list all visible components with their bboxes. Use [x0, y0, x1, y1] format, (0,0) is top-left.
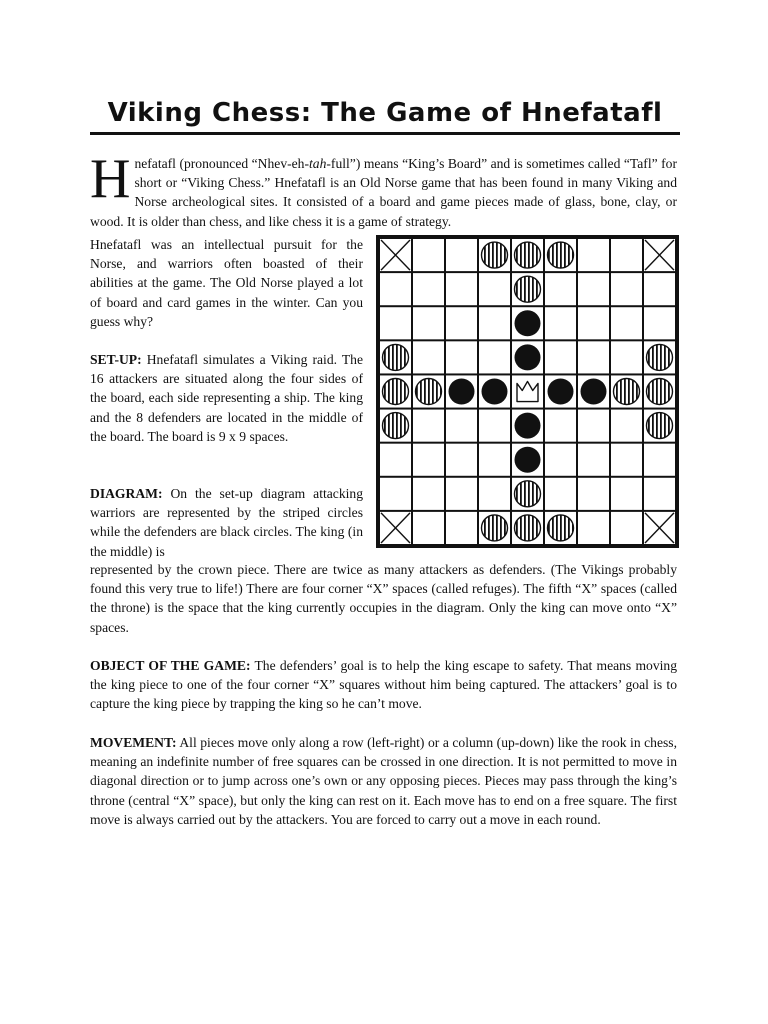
attacker-piece: [515, 276, 541, 302]
board-square: [545, 273, 576, 305]
board-square: [644, 307, 675, 339]
board-square: [446, 273, 477, 305]
attacker-piece: [515, 481, 541, 507]
board-square: [611, 410, 642, 442]
movement-text: All pieces move only along a row (left-right) or a column (up-down) like the rook in chess, meaning an indefinite number of free squares can be crossed in one direction. It is not permitted to move in diagonal direction or to jump across one’s own or any opposing pieces. Pieces may pass through the king’s throne (central “X” space), but only the king can rest on it. Each move has to end on a free square. The first move is always carried out by the attackers. You are forced to carry out a move in each round.: [90, 735, 677, 827]
board-square: [545, 341, 576, 373]
board-square: [578, 239, 609, 271]
diagram-paragraph-b: represented by the crown piece. There are twice as many attackers as defenders. (The Vikings probably found this very true to life!) There are four corner “X” spaces (called refuges). The fifth “X” spaces (called the throne) is the space that the king currently occupies in the diagram. Only the king can move onto “X” spaces.: [90, 562, 677, 635]
intro-text-2: -full”) means “King’s Board” and is sometimes called “Tafl” for short or “Viking Chess.” Hnefatafl is an Old Norse game that has been found in many Viking and Norse archeological sites. It consisted of a board and game pieces made of glass, bone, clay, or wood. It is older than chess, and like chess it is a game of strategy.: [90, 156, 677, 229]
board-square: [479, 273, 510, 305]
hnefatafl-board-diagram: [376, 235, 679, 548]
board-square: [380, 273, 411, 305]
attacker-piece: [647, 344, 673, 370]
attacker-piece: [482, 242, 508, 268]
attacker-piece: [515, 515, 541, 541]
board-square: [578, 273, 609, 305]
movement-paragraph: [90, 733, 677, 829]
object-text: The defenders’ goal is to help the king escape to safety. That means moving the king piece to one of the four corner “X” squares without him being captured. The attackers’ goal is to capture the king piece by trapping the king so he can’t move.: [90, 658, 677, 712]
board-square: [413, 239, 444, 271]
attacker-piece: [383, 413, 409, 439]
board-square: [380, 478, 411, 510]
board-square: [644, 444, 675, 476]
page-title: Viking Chess: The Game of Hnefatafl: [107, 98, 663, 128]
board-square: [380, 307, 411, 339]
defender-piece: [581, 379, 607, 405]
defender-piece: [449, 379, 475, 405]
drop-cap: H: [90, 148, 131, 210]
defender-piece: [548, 379, 574, 405]
board-square: [578, 307, 609, 339]
board-square: [446, 478, 477, 510]
board-square: [380, 444, 411, 476]
board-square: [479, 444, 510, 476]
board-square: [578, 512, 609, 544]
board-square: [545, 307, 576, 339]
board-square: [644, 478, 675, 510]
board-square: [413, 512, 444, 544]
attacker-piece: [548, 242, 574, 268]
attacker-piece: [548, 515, 574, 541]
defender-piece: [515, 310, 541, 336]
board-square: [611, 512, 642, 544]
board-square: [413, 444, 444, 476]
board-square: [479, 341, 510, 373]
defender-piece: [515, 413, 541, 439]
board-square: [611, 341, 642, 373]
attacker-piece: [416, 379, 442, 405]
setup-heading: SET-UP:: [90, 352, 142, 367]
diagram-text-a: On the set-up diagram attacking warriors are represented by the striped circles while the defenders are black circles. The king (in the middle) is: [90, 486, 363, 559]
board-square: [413, 478, 444, 510]
setup-text: Hnefatafl simulates a Viking raid. The 16 attackers are situated along the four sides of the board, each side representing a ship. The king and the 8 defenders are located in the middle of the board. The board is 9 x 9 spaces.: [90, 352, 363, 444]
attacker-piece: [383, 379, 409, 405]
board-square: [611, 478, 642, 510]
defender-piece: [515, 447, 541, 473]
board-square: [479, 410, 510, 442]
board-square: [545, 410, 576, 442]
board-square: [644, 273, 675, 305]
board-square: [611, 239, 642, 271]
board-square: [446, 512, 477, 544]
attacker-piece: [614, 379, 640, 405]
intro-emphasis: tah: [309, 156, 327, 171]
board-square: [479, 478, 510, 510]
pursuit-paragraph: Hnefatafl was an intellectual pursuit for the Norse, and warriors often boasted of their abilities at the game. The Old Norse played a lot of board and card games in the winter. Can you guess why?: [90, 237, 363, 329]
diagram-heading: DIAGRAM:: [90, 486, 163, 501]
attacker-piece: [383, 344, 409, 370]
board-square: [578, 478, 609, 510]
board-square: [545, 444, 576, 476]
attacker-piece: [482, 515, 508, 541]
board-grid: [380, 239, 675, 544]
board-square: [446, 444, 477, 476]
board-square: [578, 444, 609, 476]
board-square: [545, 478, 576, 510]
board-square: [413, 341, 444, 373]
board-square: [611, 444, 642, 476]
board-square: [413, 273, 444, 305]
movement-heading: MOVEMENT:: [90, 735, 177, 750]
board-square: [413, 410, 444, 442]
board-square: [611, 307, 642, 339]
board-square: [479, 307, 510, 339]
setup-paragraph: [90, 350, 363, 446]
object-heading: OBJECT OF THE GAME:: [90, 658, 251, 673]
defender-piece: [515, 344, 541, 370]
board-square: [446, 410, 477, 442]
board-square: [578, 341, 609, 373]
board-square: [611, 273, 642, 305]
attacker-piece: [647, 413, 673, 439]
diagram-paragraph-a: [90, 484, 363, 561]
title-rule: [90, 132, 680, 135]
intro-text-1: nefatafl (pronounced “Nhev-eh-: [134, 156, 310, 171]
board-square: [446, 341, 477, 373]
attacker-piece: [647, 379, 673, 405]
board-square: [446, 307, 477, 339]
board-square: [413, 307, 444, 339]
object-paragraph: [90, 656, 677, 714]
attacker-piece: [515, 242, 541, 268]
defender-piece: [482, 379, 508, 405]
intro-paragraph: [90, 148, 677, 231]
board-square: [578, 410, 609, 442]
board-square: [446, 239, 477, 271]
